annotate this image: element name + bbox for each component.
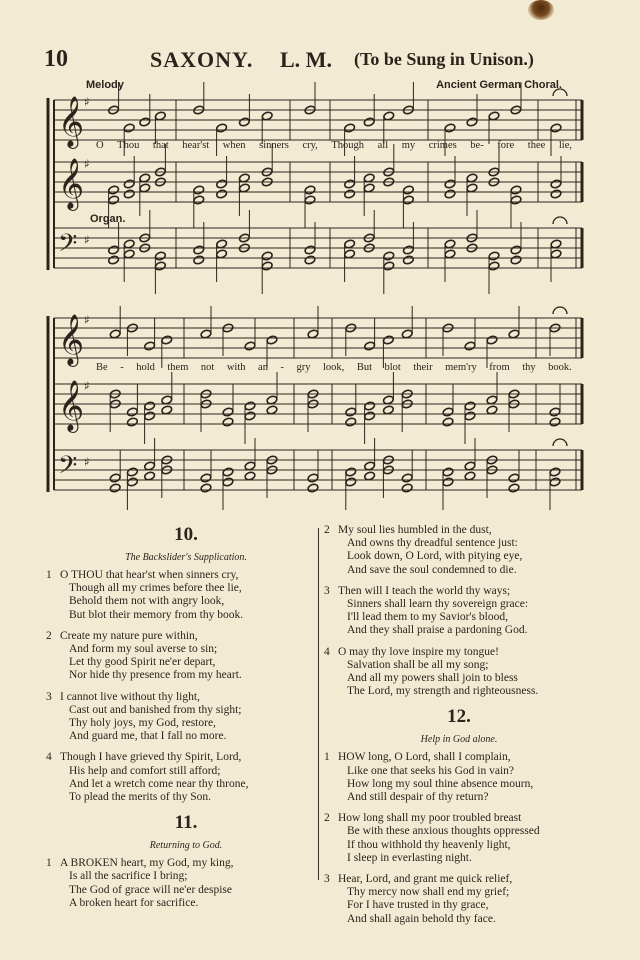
half-note [239, 173, 251, 183]
lyric-syllable: mem'ry [445, 362, 477, 373]
treble-clef-icon: 𝄞 [58, 158, 85, 209]
stanza-line: Cast out and banished from thy sight; [69, 703, 242, 716]
half-note [464, 341, 476, 351]
melody-label: Melody [86, 79, 124, 91]
sharp-icon: ♯ [84, 157, 90, 171]
half-note [486, 395, 498, 405]
composer-credit: Ancient German Choral. [436, 79, 562, 91]
stanza-line: To plead the merits of thy Son. [69, 791, 211, 804]
half-note [123, 239, 135, 249]
half-note [383, 111, 395, 121]
half-note [144, 341, 156, 351]
fermata-icon [553, 439, 567, 446]
stanza-line: Salvation shall be all my song; [347, 658, 489, 671]
stanza-line: How long my soul thine absence mourn, [347, 777, 534, 790]
lyric-syllable: Be [96, 362, 108, 373]
half-note [363, 117, 375, 127]
stanza-line: If thou withhold thy heavenly light, [347, 838, 511, 851]
stanza-number: 1 [46, 857, 52, 870]
half-note [401, 483, 413, 493]
half-note [216, 189, 228, 199]
stanza-line: Is all the sacrifice I bring; [69, 870, 188, 883]
half-note [444, 179, 456, 189]
half-note [144, 411, 156, 421]
half-note [109, 329, 121, 339]
lyric-syllable: gry [296, 362, 311, 373]
lyric-syllable: O [96, 140, 104, 151]
half-note [216, 239, 228, 249]
half-note [108, 255, 120, 265]
half-note [510, 255, 522, 265]
stanza-number: 2 [46, 629, 52, 642]
stanza-line: O may thy love inspire my tongue! [338, 645, 499, 658]
half-note [444, 249, 456, 259]
half-note [403, 195, 415, 205]
stanza [324, 524, 594, 577]
column-divider [318, 528, 319, 880]
stanza-line: Though all my crimes before thee lie, [69, 582, 242, 595]
stanza-number: 4 [324, 645, 330, 658]
lyric-syllable: blot [384, 362, 401, 373]
half-note [466, 173, 478, 183]
treble-clef-icon: 𝄞 [58, 380, 85, 431]
stanza-line: Create my nature pure within, [60, 629, 198, 642]
sharp-icon: ♯ [84, 379, 90, 393]
half-note [261, 111, 273, 121]
half-note [266, 335, 278, 345]
half-note [383, 395, 395, 405]
stanza [324, 873, 594, 926]
stanza-number: 3 [46, 690, 52, 703]
stanza [46, 630, 326, 683]
half-note [304, 245, 316, 255]
half-note [123, 123, 135, 133]
half-note [127, 467, 139, 477]
half-note [364, 411, 376, 421]
half-note [364, 341, 376, 351]
half-note [193, 185, 205, 195]
organ-label: Organ. [90, 213, 126, 225]
lyric-syllable: lie, [558, 140, 572, 151]
lyric-syllable: fore [497, 140, 515, 151]
lyric-syllable: thy [522, 362, 536, 373]
half-note [550, 249, 562, 259]
stanza-number: 4 [46, 751, 52, 764]
half-note [550, 239, 562, 249]
lyric-syllable: an [258, 362, 268, 373]
half-note [488, 251, 500, 261]
half-note [383, 335, 395, 345]
half-note [109, 483, 121, 493]
stanza [46, 751, 326, 804]
half-note [550, 189, 562, 199]
half-note [464, 461, 476, 471]
half-note [123, 249, 135, 259]
half-note [442, 407, 454, 417]
half-note [193, 255, 205, 265]
half-note [345, 417, 357, 427]
stanza-line: How long shall my poor troubled breast [338, 812, 522, 825]
stanza-line: The God of grace will ne'er despise [69, 883, 233, 896]
half-note [161, 395, 173, 405]
half-note [244, 341, 256, 351]
sharp-icon: ♯ [84, 455, 90, 469]
half-note [488, 261, 500, 271]
stanza-line: Like one that seeks his God in vain? [347, 764, 515, 777]
half-note [403, 245, 415, 255]
stanza [324, 646, 594, 699]
half-note [127, 417, 139, 427]
half-note [344, 123, 356, 133]
stanza-line: And guard me, that I fall no more. [69, 730, 227, 743]
half-note [464, 471, 476, 481]
half-note [222, 407, 234, 417]
half-note [444, 123, 456, 133]
half-note [155, 111, 167, 121]
hymn-column-left [46, 522, 326, 910]
half-note [144, 461, 156, 471]
half-note [307, 483, 319, 493]
half-note [266, 405, 278, 415]
lyric-syllable: that [152, 140, 169, 151]
bass-clef-icon: 𝄢 [58, 451, 78, 486]
half-note [307, 473, 319, 483]
half-note [401, 473, 413, 483]
lyric-syllable: their [413, 362, 433, 373]
stanza-line: My soul lies humbled in the dust, [338, 524, 492, 536]
hymn-number: 10. [174, 524, 198, 545]
half-note [345, 467, 357, 477]
half-note [364, 401, 376, 411]
lyric-syllable: them [167, 362, 189, 373]
bass-clef-icon: 𝄢 [58, 229, 78, 264]
stanza [324, 751, 594, 804]
hymn-number: 12. [447, 706, 471, 728]
stanza-line: Look down, O Lord, with pitying eye, [347, 550, 523, 563]
stanza-line: Though I have grieved thy Spirit, Lord, [60, 751, 242, 764]
stanza-number: 1 [46, 569, 52, 581]
half-note [488, 111, 500, 121]
stanza-line: But blot their memory from thy book. [69, 608, 244, 621]
half-note [486, 335, 498, 345]
half-note [442, 467, 454, 477]
half-note [444, 189, 456, 199]
stanza [324, 812, 594, 865]
half-note [550, 123, 562, 133]
half-note [222, 417, 234, 427]
lyric-syllable: - [280, 362, 284, 373]
half-note [510, 185, 522, 195]
stanza [46, 569, 326, 622]
half-note [363, 183, 375, 193]
half-note [193, 195, 205, 205]
half-note [464, 411, 476, 421]
half-note [549, 467, 561, 477]
hymn-11-continued [324, 524, 594, 698]
lyric-line-1 [96, 140, 572, 151]
stanza-line: O THOU that hear'st when sinners cry, [60, 569, 239, 581]
half-note [510, 245, 522, 255]
fermata-icon [553, 89, 567, 96]
half-note [244, 461, 256, 471]
treble-clef-icon: 𝄞 [58, 314, 85, 365]
half-note [123, 189, 135, 199]
lyric-syllable: Though [331, 140, 365, 151]
half-note [108, 245, 120, 255]
stanza-line: Sinners shall learn thy sovereign grace: [347, 598, 529, 611]
stanza-line: Nor hide thy presence from my heart. [69, 669, 242, 682]
lyric-syllable: hold [136, 362, 155, 373]
half-note [344, 189, 356, 199]
half-note [139, 173, 151, 183]
stanza-line: Behold them not with angry look, [69, 595, 225, 608]
sharp-icon: ♯ [84, 233, 90, 247]
half-note [244, 471, 256, 481]
half-note [549, 407, 561, 417]
half-note [123, 179, 135, 189]
lyric-syllable: crimes [428, 140, 457, 151]
lyric-syllable: sinners [259, 140, 289, 151]
stanza-line: And let a wretch come near thy throne, [69, 777, 249, 790]
half-note [383, 251, 395, 261]
half-note [549, 477, 561, 487]
half-note [363, 173, 375, 183]
tune-meter: L. M. [280, 47, 332, 72]
half-note [401, 329, 413, 339]
half-note [139, 117, 151, 127]
stanza-line: A broken heart for sacrifice. [69, 896, 199, 909]
half-note [155, 251, 167, 261]
lyric-syllable: all [377, 140, 389, 151]
stanza-line: Be with these anxious thoughts oppressed [347, 825, 540, 838]
hymn-number: 11. [174, 812, 198, 834]
lyric-syllable: look, [323, 362, 345, 373]
stanza-line: A BROKEN heart, my God, my king, [60, 857, 234, 870]
lyric-syllable: not [200, 362, 215, 373]
stanza-line: Hear, Lord, and grant me quick relief, [338, 873, 513, 886]
sharp-icon: ♯ [84, 95, 90, 109]
half-note [508, 473, 520, 483]
lyric-syllable: - [120, 362, 124, 373]
lyric-syllable: book. [548, 362, 572, 373]
half-note [304, 255, 316, 265]
lyric-syllable: when [222, 140, 246, 151]
half-note [486, 405, 498, 415]
half-note [266, 395, 278, 405]
stanza-line: I cannot live without thy light, [60, 690, 200, 703]
half-note [144, 401, 156, 411]
half-note [383, 261, 395, 271]
half-note [161, 335, 173, 345]
half-note [216, 249, 228, 259]
half-note [261, 261, 273, 271]
half-note [127, 407, 139, 417]
half-note [144, 471, 156, 481]
stanza-line: I'll lead them to my Savior's blood, [347, 611, 508, 624]
stanza [46, 691, 326, 744]
lyric-syllable: hear'st [182, 140, 210, 151]
stanza-line: Thy mercy now shall end my grief; [347, 886, 510, 899]
hymn-column-right [324, 522, 594, 934]
half-note [403, 185, 415, 195]
half-note [155, 261, 167, 271]
half-note [127, 477, 139, 487]
stanza-number: 1 [324, 751, 330, 764]
stanza [46, 857, 326, 910]
hymn-12 [324, 706, 594, 925]
half-note [108, 185, 120, 195]
half-note [200, 483, 212, 493]
fermata-icon [553, 307, 567, 314]
lyric-syllable: from [489, 362, 510, 373]
half-note [444, 239, 456, 249]
half-note [244, 401, 256, 411]
half-note [139, 183, 151, 193]
half-note [239, 183, 251, 193]
half-note [216, 123, 228, 133]
half-note [345, 477, 357, 487]
lyric-syllable: Thou [117, 140, 140, 151]
half-note [304, 195, 316, 205]
hymn-subtitle: Help in God alone. [420, 734, 498, 746]
half-note [345, 407, 357, 417]
lyric-syllable: But [356, 362, 372, 373]
stanza [324, 585, 594, 638]
fermata-icon [553, 217, 567, 224]
stanza-number: 3 [324, 584, 330, 597]
half-note [466, 117, 478, 127]
treble-clef-icon: 𝄞 [58, 96, 85, 147]
lyric-syllable: be- [470, 140, 484, 151]
half-note [550, 179, 562, 189]
lyric-line-2 [96, 362, 572, 373]
half-note [344, 249, 356, 259]
half-note [200, 473, 212, 483]
stanza-line: And they shall praise a pardoning God. [347, 624, 528, 637]
half-note [244, 411, 256, 421]
half-note [344, 179, 356, 189]
half-note [261, 251, 273, 261]
half-note [364, 471, 376, 481]
stanza-number: 3 [324, 873, 330, 886]
stanza-line: And form my soul averse to sin; [69, 643, 218, 656]
lyric-syllable: thee [527, 140, 546, 151]
stanza-line: I sleep in everlasting night. [347, 851, 472, 864]
tune-performance-note: (To be Sung in Unison.) [354, 49, 534, 69]
stanza-line: And shall again behold thy face. [347, 912, 496, 925]
stanza-line: And all my powers shall join to bless [347, 672, 518, 685]
half-note [508, 483, 520, 493]
stanza-line: And save the soul condemned to die. [347, 563, 517, 576]
half-note [510, 195, 522, 205]
half-note [442, 477, 454, 487]
half-note [508, 329, 520, 339]
half-note [344, 239, 356, 249]
half-note [442, 417, 454, 427]
lyric-syllable: cry, [302, 140, 318, 151]
stanza-line: HOW long, O Lord, shall I complain, [338, 751, 511, 764]
stanza-line: Let thy good Spirit ne'er depart, [69, 656, 216, 669]
lyric-syllable: with [226, 362, 246, 373]
hymn-subtitle: The Backslider's Supplication. [125, 552, 247, 563]
half-note [193, 245, 205, 255]
stanza-line: His help and comfort still afford; [69, 764, 221, 777]
stanza-line: For I have trusted in thy grace, [347, 899, 489, 912]
stanza-line: And still despair of thy return? [347, 791, 489, 804]
stanza-number: 2 [324, 524, 330, 536]
page-number: 10 [44, 46, 68, 72]
lyric-syllable: my [401, 140, 416, 151]
hymn-subtitle: Returning to God. [149, 840, 223, 852]
half-note [549, 417, 561, 427]
half-note [222, 477, 234, 487]
tune-name: SAXONY. [150, 47, 254, 72]
stanza-number: 2 [324, 812, 330, 825]
half-note [464, 401, 476, 411]
half-note [109, 473, 121, 483]
half-note [383, 405, 395, 415]
half-note [239, 117, 251, 127]
half-note [161, 405, 173, 415]
stanza-line: And owns thy dreadful sentence just: [347, 537, 518, 550]
half-note [222, 467, 234, 477]
half-note [364, 461, 376, 471]
half-note [108, 195, 120, 205]
half-note [200, 329, 212, 339]
half-note [466, 183, 478, 193]
stanza-line: Thy holy joys, my God, restore, [69, 717, 216, 730]
half-note [304, 185, 316, 195]
half-note [307, 329, 319, 339]
sharp-icon: ♯ [84, 313, 90, 327]
stanza-line: Then will I teach the world thy ways; [338, 584, 511, 597]
stanza-line: The Lord, my strength and righteousness. [347, 685, 539, 698]
half-note [216, 179, 228, 189]
half-note [403, 255, 415, 265]
